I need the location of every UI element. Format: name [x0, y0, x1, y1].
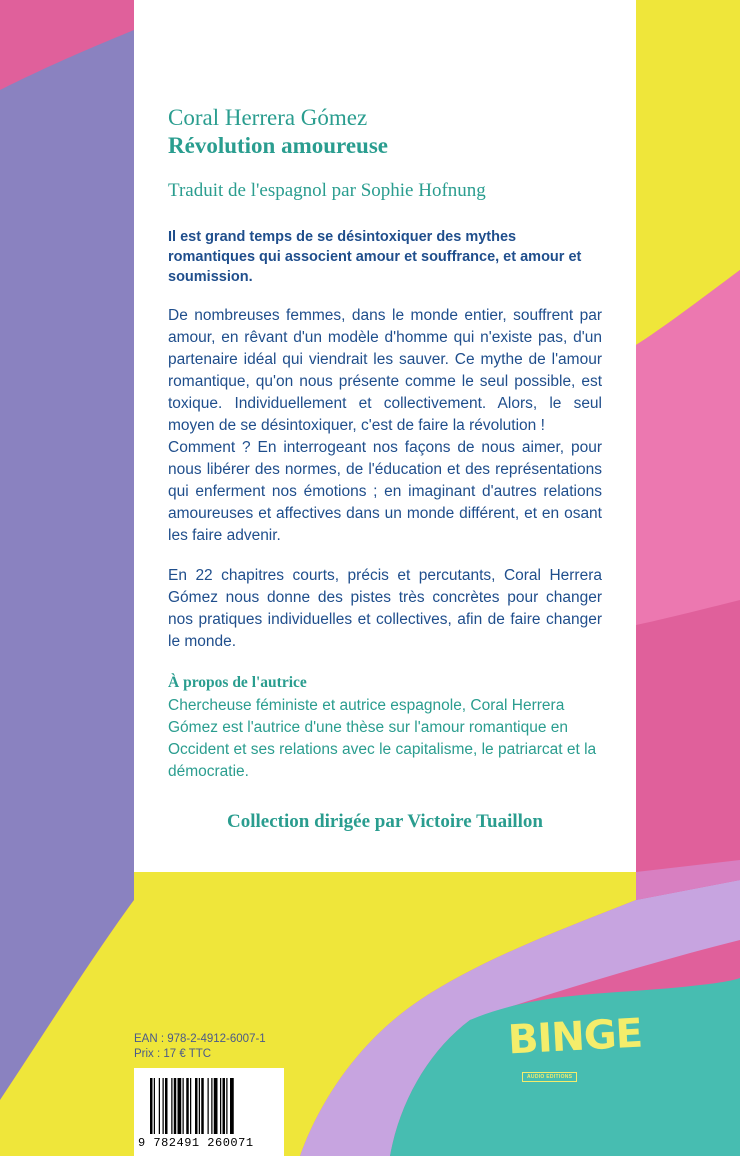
barcode-bar — [171, 1078, 172, 1134]
barcode-bar — [190, 1078, 191, 1134]
barcode-bar — [159, 1078, 160, 1134]
barcode-bar — [220, 1078, 221, 1134]
barcode-bar — [195, 1078, 198, 1134]
logo-wordmark: BINGE — [506, 1010, 644, 1064]
barcode-bars — [134, 1068, 284, 1138]
barcode-bar — [165, 1078, 168, 1134]
barcode-bar — [183, 1078, 184, 1134]
barcode-bar — [154, 1078, 155, 1134]
barcode-bar — [199, 1078, 200, 1134]
price-block — [134, 1032, 266, 1062]
author-name: Coral Herrera Gómez — [168, 105, 368, 130]
barcode-bar — [201, 1078, 204, 1134]
publisher-logo — [506, 1010, 644, 1094]
translator-credit: Traduit de l'espagnol par Sophie Hofnung — [168, 180, 486, 201]
barcode-bar — [186, 1078, 189, 1134]
barcode-bar — [178, 1078, 182, 1134]
barcode-bar — [174, 1078, 177, 1134]
barcode-digits: 9 782491 260071 — [138, 1136, 254, 1150]
about-heading: À propos de l'autrice — [168, 674, 307, 691]
summary-paragraph-1a: De nombreuses femmes, dans le monde entier, souffrent par amour, en rêvant d'un modèle d'homme qui n'existe pas, d'un partenaire idéal qui viendrait les sauver. Ce mythe de l'amour romantique, qu'on nous présente comme le seul possible, est toxique. Individuellement et collectivement. Alors, le seul moyen de se désintoxiquer, c'est de faire la révolution ! — [168, 307, 602, 434]
barcode-bar — [223, 1078, 226, 1134]
lead-paragraph: Il est grand temps de se désintoxiquer des mythes romantiques qui associent amour et souffrance, et amour et soumission. — [168, 229, 582, 285]
book-title: Révolution amoureuse — [168, 133, 388, 158]
barcode-bar — [211, 1078, 212, 1134]
ean-text: EAN : 978-2-4912-6007-1 — [134, 1033, 266, 1045]
barcode — [134, 1068, 284, 1156]
logo-tagline: AUDIO EDITIONS — [522, 1072, 577, 1082]
price-text: Prix : 17 € TTC — [134, 1048, 212, 1060]
barcode-bar — [230, 1078, 234, 1134]
collection-credit: Collection dirigée par Victoire Tuaillon — [227, 811, 543, 832]
barcode-bar — [150, 1078, 153, 1134]
barcode-bar — [214, 1078, 218, 1134]
barcode-bar — [208, 1078, 209, 1134]
about-text: Chercheuse féministe et autrice espagnole, Coral Herrera Gómez est l'autrice d'une thèse sur l'amour romantique en Occident et ses relations avec le capitalisme, le patriarcat et la démocratie. — [168, 697, 597, 780]
summary-paragraph-1 — [168, 305, 602, 547]
barcode-bar — [226, 1078, 227, 1134]
summary-paragraph-1b: Comment ? En interrogeant nos façons de nous aimer, pour nous libérer des normes, de l'éducation et des représentations qui enferment nos émotions ; en imaginant d'autres relations amoureuses et affectives dans un monde différent, et en osant les faire advenir. — [168, 439, 602, 544]
barcode-bar — [163, 1078, 164, 1134]
text-panel — [134, 0, 636, 872]
summary-paragraph-2: En 22 chapitres courts, précis et percutants, Coral Herrera Gómez nous donne des pistes très concrètes pour changer nos pratiques individuelles et collectives, afin de faire changer le monde. — [168, 567, 602, 650]
